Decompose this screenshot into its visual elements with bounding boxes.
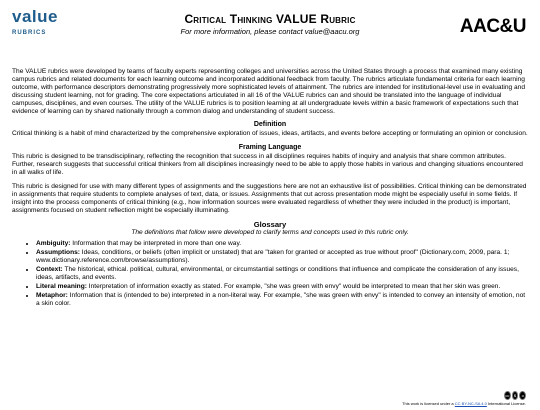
glossary-definition: Ideas, conditions, or beliefs (often implicit or unstated) that are "taken for granted or accepted as true without proof" (Dictionary.com, 2009, para. 1; www.dictionary.reference.com/browse/assumptions). bbox=[36, 249, 510, 265]
glossary-definition: Information that may be interpreted in more than one way. bbox=[70, 240, 242, 248]
glossary-term: Literal meaning: bbox=[36, 282, 87, 290]
license-link[interactable]: CC BY-NC-SA 4.0 bbox=[454, 401, 487, 406]
glossary-heading: Glossary bbox=[253, 219, 287, 229]
definition-text: Critical thinking is a habit of mind characterized by the comprehensive exploration of issues, ideas, artifacts, and events before accepting or formulating an opinion or conclusion. bbox=[12, 130, 528, 138]
framing-heading: Framing Language bbox=[238, 144, 302, 152]
license-suffix: International License. bbox=[486, 401, 526, 406]
definition-heading: Definition bbox=[253, 121, 287, 129]
intro-paragraph: The VALUE rubrics were developed by teams of faculty experts representing colleges and universities across the United States through a process that examined many existing campus rubrics and related documents for each learning outcome and incorporated additional feedback from faculty. The rubrics articulate fundamental criteria for each learning outcome, with performance descriptors demonstrating progressively more sophisticated levels of attainment. The rubrics are intended for institutional-level use in evaluating and discussing student learning, not for grading. The core expectations articulated in all 16 of the VALUE rubrics can and should be translated into the language of individual campuses, disciplines, and even courses. The utility of the VALUE rubrics is to position learning at all undergraduate levels within a basic framework of expectations such that evidence of learning can by shared nationally through a common dialog and understanding of student success. bbox=[12, 68, 525, 115]
glossary-term: Context: bbox=[36, 266, 63, 274]
glossary-item bbox=[36, 249, 528, 265]
glossary-item bbox=[36, 283, 528, 291]
logo-value-text: value bbox=[12, 7, 58, 26]
logo-rubrics-text: RUBRICS bbox=[12, 30, 47, 36]
glossary-item bbox=[36, 292, 528, 308]
glossary-definition: Interpretation of information exactly as stated. For example, "she was green with envy" would be interpreted to mean that her skin was green. bbox=[86, 282, 501, 290]
page-title: Critical Thinking VALUE Rubric bbox=[184, 12, 356, 26]
aacu-logo: AAC&U bbox=[459, 16, 526, 37]
cc-license-icon: cc $ o bbox=[504, 391, 526, 400]
glossary-definition: Information that is (intended to be) interpreted in a non-literal way. For example, "she was green with envy" is intended to convey an intensity of emotion, not a skin color. bbox=[36, 291, 526, 307]
glossary-term: Ambiguity: bbox=[36, 240, 71, 248]
glossary-term: Assumptions: bbox=[36, 249, 80, 257]
glossary-list bbox=[12, 240, 528, 307]
framing-paragraph-1: This rubric is designed to be transdisciplinary, reflecting the recognition that success in all disciplines requires habits of inquiry and analysis that share common attributes. Further, research suggests that successful critical thinkers from all disciplines increasingly need to be able to apply those habits in various and changing situations encountered in all walks of life. bbox=[12, 153, 523, 176]
glossary-term: Metaphor: bbox=[36, 291, 68, 299]
document-body bbox=[12, 68, 528, 309]
glossary-item bbox=[36, 266, 528, 282]
glossary-item bbox=[36, 240, 528, 248]
license-line bbox=[402, 401, 526, 406]
license-prefix: This work is licensed under a bbox=[402, 401, 455, 406]
glossary-intro: The definitions that follow were developed to clarify terms and concepts used in this rubric only. bbox=[131, 229, 409, 237]
framing-paragraph-2: This rubric is designed for use with many different types of assignments and the suggestions here are not an exhaustive list of possibilities. Critical thinking can be demonstrated in assignments that require students to complete analyses of text, data, or issues. Assignments that cut across presentation mode might be especially useful in some fields. If insight into the process components of critical thinking (e.g., how information sources were evaluated regardless of whether they were included in the product) is important, assignments focused on student reflection might be especially illuminating. bbox=[12, 182, 527, 214]
glossary-definition: The historical, ethical. political, cultural, environmental, or circumstantial settings or conditions that influence and complicate the consideration of any issues, ideas, artifacts, and events. bbox=[36, 266, 519, 281]
page-subtitle: For more information, please contact value@aacu.org bbox=[180, 27, 360, 36]
